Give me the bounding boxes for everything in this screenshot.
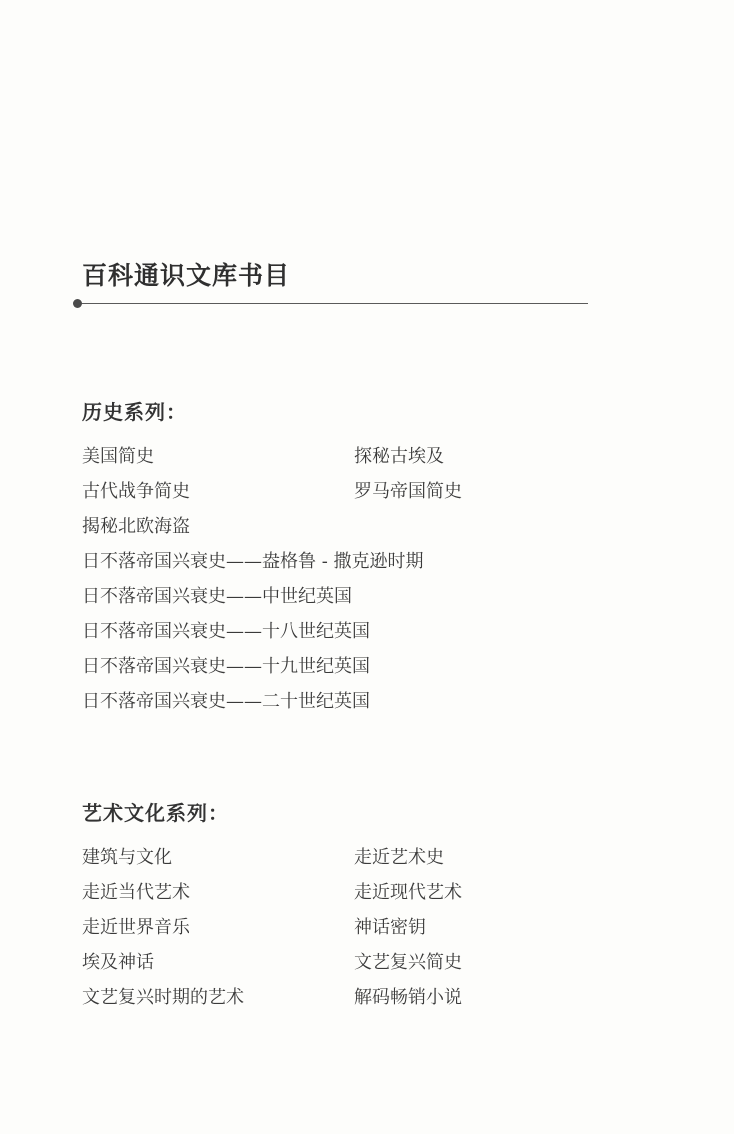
book-title: 走近艺术史	[354, 847, 444, 868]
book-title: 埃及神话	[82, 952, 154, 973]
book-title: 神话密钥	[354, 917, 426, 938]
book-list	[82, 439, 642, 719]
book-title: 日不落帝国兴衰史——盎格鲁 - 撒克逊时期	[82, 551, 424, 572]
book-title: 探秘古埃及	[354, 446, 444, 467]
section-heading: 历史系列：	[82, 400, 187, 424]
book-list	[82, 840, 642, 1015]
book-title: 美国简史	[82, 446, 154, 467]
book-title: 解码畅销小说	[354, 987, 462, 1008]
book-title: 走近现代艺术	[354, 882, 462, 903]
book-title: 罗马帝国简史	[354, 481, 462, 502]
art-culture-series-section	[82, 797, 642, 1015]
book-title: 文艺复兴时期的艺术	[82, 987, 244, 1008]
book-title: 走近当代艺术	[82, 882, 190, 903]
book-title: 古代战争简史	[82, 481, 190, 502]
book-title: 走近世界音乐	[82, 917, 190, 938]
book-title: 日不落帝国兴衰史——十八世纪英国	[82, 621, 370, 642]
history-series-section	[82, 396, 642, 719]
page-title: 百科通识文库书目	[82, 261, 291, 290]
book-title: 日不落帝国兴衰史——二十世纪英国	[82, 691, 370, 712]
book-title: 揭秘北欧海盗	[82, 516, 190, 537]
title-bullet-dot	[73, 299, 82, 308]
title-divider	[78, 303, 588, 304]
book-title: 建筑与文化	[82, 847, 172, 868]
section-heading: 艺术文化系列：	[82, 801, 229, 825]
book-title: 文艺复兴简史	[354, 952, 462, 973]
book-title: 日不落帝国兴衰史——中世纪英国	[82, 586, 352, 607]
book-title: 日不落帝国兴衰史——十九世纪英国	[82, 656, 370, 677]
